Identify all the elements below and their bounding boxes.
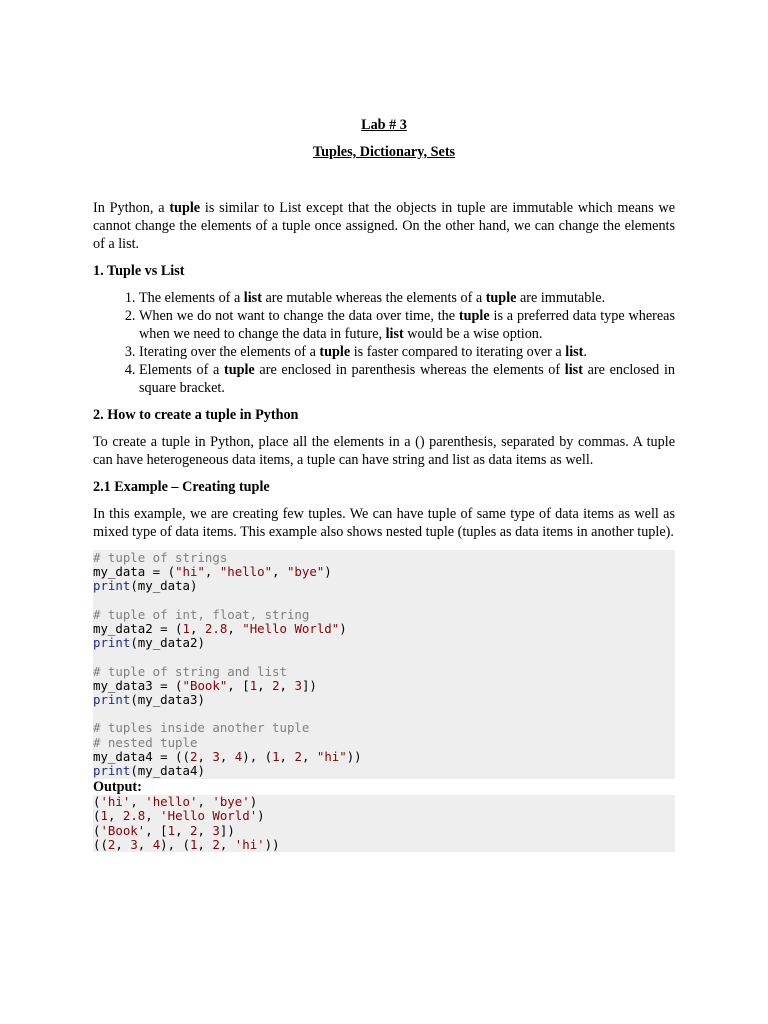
code-text: my_data = ( <box>93 564 176 580</box>
output-number: 3 <box>130 836 138 852</box>
item-text: When we do not want to change the data over time, the <box>139 308 459 324</box>
code-builtin: print <box>93 692 131 708</box>
code-builtin: print <box>93 578 131 594</box>
code-text: (my_data4) <box>130 763 205 779</box>
output-number: 2.8 <box>122 808 146 824</box>
code-text: (my_data) <box>130 578 198 594</box>
code-text: my_data2 = ( <box>93 621 183 637</box>
lab-subtitle: Tuples, Dictionary, Sets <box>312 144 456 160</box>
code-builtin: print <box>93 635 131 651</box>
code-comment: # tuples inside another tuple <box>93 720 310 736</box>
code-text: my_data4 = (( <box>93 748 190 764</box>
item-bold: tuple <box>223 362 255 378</box>
code-string: "bye" <box>286 564 325 580</box>
item-text: Elements of a <box>139 362 224 378</box>
code-number: 2.8 <box>204 621 228 637</box>
tuple-vs-list-list <box>93 289 675 397</box>
section-2-body: To create a tuple in Python, place all the elements in a () parenthesis, separated by commas. A tuple can have heterogeneous data items, a tuple can have string and list as data items as well. <box>93 434 675 468</box>
item-text: are mutable whereas the elements of a <box>261 290 486 306</box>
output-number: 1 <box>167 822 176 838</box>
item-bold: list <box>243 290 262 306</box>
code-text: my_data3 = ( <box>93 677 183 693</box>
intro-paragraph <box>93 199 675 253</box>
section-2-1-heading: 2.1 Example – Creating tuple <box>93 479 270 495</box>
intro-text-2: is similar to List except that the objects in tuple are immutable which means we cannot change the elements of a tuple once assigned. On the other hand, we can change the elements of a list. <box>93 200 675 252</box>
output-number: 4 <box>152 836 161 852</box>
list-item <box>139 343 675 361</box>
code-number: 3 <box>294 677 302 693</box>
output-number: 1 <box>100 808 108 824</box>
code-comment: # tuple of string and list <box>93 663 287 679</box>
item-bold: tuple <box>485 290 517 306</box>
item-text: would be a wise option. <box>403 326 543 342</box>
output-label: Output: <box>93 779 142 796</box>
output-number: 2 <box>190 822 198 838</box>
output-number: 2 <box>107 836 116 852</box>
list-item <box>139 307 675 343</box>
code-comment: # tuple of strings <box>93 550 228 565</box>
lab-title: Lab # 3 <box>361 117 407 133</box>
item-text: . <box>583 344 587 360</box>
item-text: is faster compared to iterating over a <box>350 344 566 360</box>
code-string: "hi" <box>175 564 205 580</box>
code-string: "Hello World" <box>242 621 340 637</box>
code-number: 2 <box>294 748 302 764</box>
code-comment: # tuple of int, float, string <box>93 606 310 622</box>
code-string: "hello" <box>219 564 273 580</box>
list-item <box>139 289 675 307</box>
item-text: Iterating over the elements of a <box>139 344 320 360</box>
code-builtin: print <box>93 763 131 779</box>
document-page <box>93 116 675 852</box>
item-bold: list <box>385 326 404 342</box>
output-string: 'hello' <box>145 794 198 810</box>
code-text: (my_data2) <box>130 635 205 651</box>
item-bold: list <box>565 344 584 360</box>
code-number: 1 <box>249 677 258 693</box>
output-string: 'Book' <box>100 822 146 838</box>
section-1-heading: 1. Tuple vs List <box>93 263 185 279</box>
item-text: is a preferred data type whereas when we need to change the data in future, <box>139 308 675 342</box>
code-string: "Book" <box>182 677 228 693</box>
code-number: 2 <box>272 677 280 693</box>
output-string: 'bye' <box>212 794 250 810</box>
list-item <box>139 361 675 397</box>
item-text: are immutable. <box>516 290 606 306</box>
output-string: 'hi' <box>100 794 131 810</box>
code-number: 4 <box>234 748 243 764</box>
item-bold: tuple <box>458 308 490 324</box>
section-2-heading: 2. How to create a tuple in Python <box>93 407 299 423</box>
item-bold: list <box>564 362 583 378</box>
code-number: 2 <box>189 748 198 764</box>
code-text: (my_data3) <box>130 692 205 708</box>
code-number: 1 <box>272 748 280 764</box>
code-number: 3 <box>212 748 220 764</box>
output-number: 2 <box>212 836 220 852</box>
intro-text-1: In Python, a <box>93 200 170 216</box>
output-string: 'hi' <box>234 836 265 852</box>
code-block: # tuple of strings my_data = ("hi", "hello", "bye") print(my_data) # tuple of int, float, string my_data2 = (1, 2.8, "Hello World") print(my_data2) # tuple of string and list my_data3 = ("Book", [1, 2, 3]) print(my_data3) # tuples inside another tuple # nested tuple my_data4 = ((2, 3, 4), (1, 2, "hi")) print(my_data4) <box>93 550 675 779</box>
item-text: The elements of a <box>139 290 244 306</box>
section-2-1-body: In this example, we are creating few tuples. We can have tuple of same type of data items as well as mixed type of data items. This example also shows nested tuple (tuples as data items in another tuple). <box>93 506 675 540</box>
output-number: 1 <box>190 836 198 852</box>
output-number: 3 <box>212 822 220 838</box>
item-bold: tuple <box>319 344 351 360</box>
intro-bold-tuple: tuple <box>169 200 201 216</box>
code-comment: # nested tuple <box>93 734 198 750</box>
code-number: 1 <box>182 621 190 637</box>
item-text: are enclosed in parenthesis whereas the elements of <box>254 362 565 378</box>
output-block: ('hi', 'hello', 'bye') (1, 2.8, 'Hello World') ('Book', [1, 2, 3]) ((2, 3, 4), (1, 2, 'hi')) <box>93 795 675 852</box>
output-string: 'Hello World' <box>160 808 258 824</box>
code-string: "hi" <box>316 748 347 764</box>
item-text: are enclosed in square bracket. <box>139 362 675 396</box>
